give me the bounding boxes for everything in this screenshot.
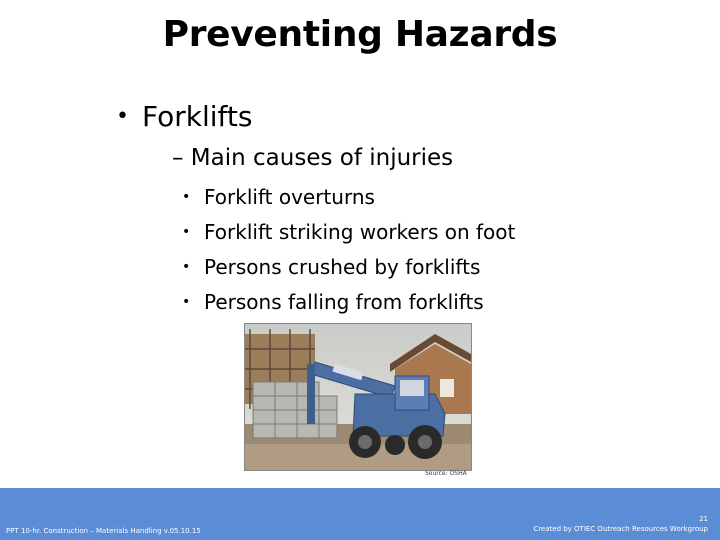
bullet-level1 — [116, 100, 252, 133]
bullet-dot-icon: • — [182, 224, 191, 240]
footer-credit: Created by OTIEC Outreach Resources Workgroup — [533, 525, 708, 533]
bullet-dot-icon: • — [182, 259, 191, 275]
bullet-level1-text: Forklifts — [142, 100, 253, 133]
footer-bar — [0, 488, 720, 540]
bullet-level3-list — [182, 180, 515, 320]
list-item: • Persons falling from forklifts — [182, 285, 515, 320]
page-number: 21 — [699, 515, 708, 523]
footer-course-label: PPT 10-hr. Construction – Materials Handling v.05.10.15 — [6, 527, 201, 535]
bullet-dot-icon: • — [182, 189, 191, 205]
photo-source: Source: OSHA — [425, 470, 467, 477]
list-item: • Forklift striking workers on foot — [182, 215, 515, 250]
slide-title: Preventing Hazards — [162, 14, 558, 55]
bullet-dot-icon: • — [182, 294, 191, 310]
list-item: • Persons crushed by forklifts — [182, 250, 515, 285]
bullet-marker: • — [116, 104, 129, 129]
forklift-photo — [244, 323, 472, 471]
bullet-level2: – Main causes of injuries — [172, 145, 454, 171]
list-item: • Forklift overturns — [182, 180, 515, 215]
